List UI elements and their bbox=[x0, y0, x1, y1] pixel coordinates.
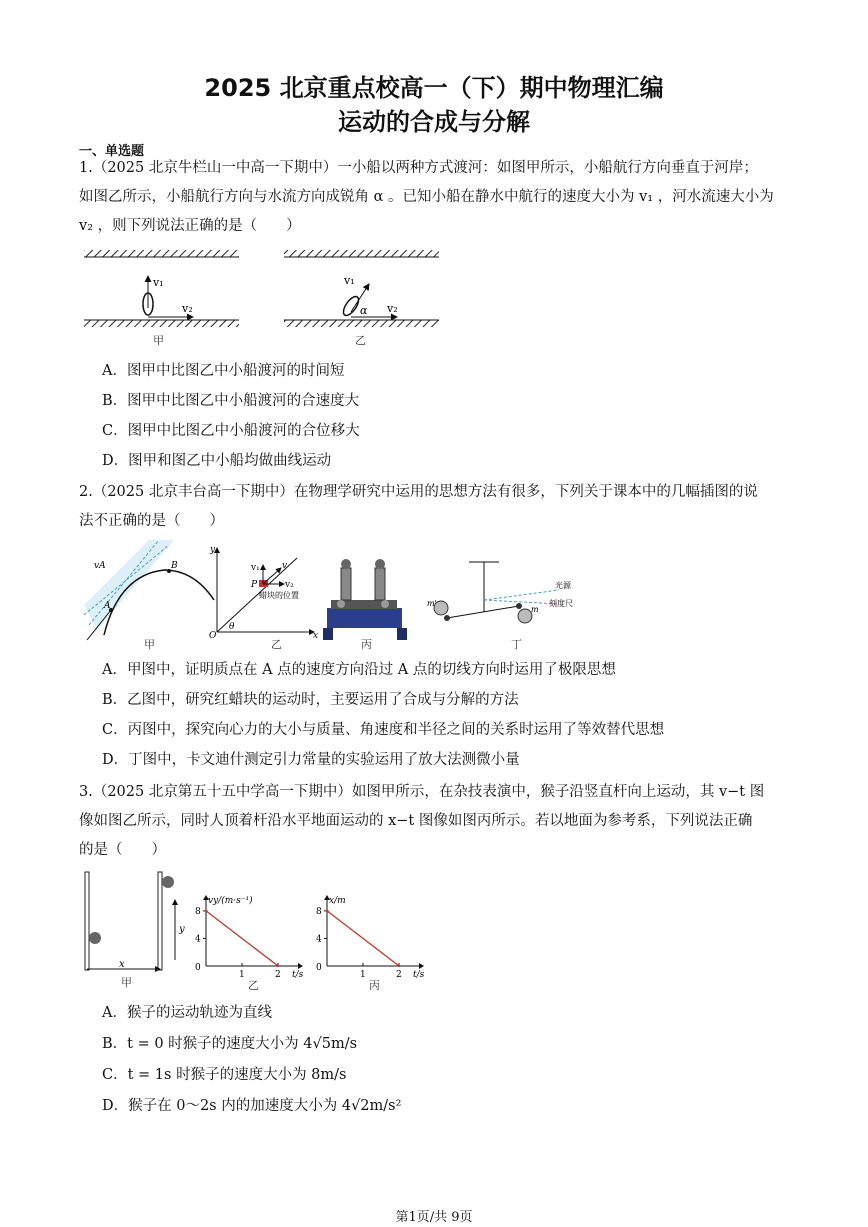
fig-yi-label-block: 蜡块的位置 bbox=[259, 591, 299, 600]
fig-yi-label-x: x bbox=[313, 631, 319, 641]
fig-yi-label-o: O bbox=[209, 631, 217, 641]
x-tick-label: 2 bbox=[396, 970, 402, 980]
label-alpha: α bbox=[360, 304, 368, 317]
x-axis-arrow bbox=[298, 963, 303, 969]
caption-b: 乙 bbox=[355, 334, 366, 347]
caption-jia: 甲 bbox=[144, 638, 155, 651]
q2-option-b[interactable]: B．乙图中，研究红蜡块的运动时，主要运用了合成与分解的方法 bbox=[102, 692, 519, 708]
q3-figure-jia bbox=[79, 868, 199, 990]
page-title: 2025 北京重点校高一（下）期中物理汇编 bbox=[204, 74, 664, 102]
data-point bbox=[398, 965, 400, 967]
x-axis-label: t/s bbox=[413, 970, 425, 980]
q1-stem bbox=[79, 154, 791, 241]
label-v2-a: v₂ bbox=[182, 302, 193, 315]
x-tick-label: 1 bbox=[239, 970, 245, 980]
page-subtitle: 运动的合成与分解 bbox=[338, 108, 530, 136]
xt-chart bbox=[309, 894, 429, 992]
q2-figure bbox=[79, 540, 619, 652]
data-point bbox=[205, 910, 207, 912]
fig-yi-label-v: v bbox=[282, 561, 288, 571]
riverbank-bottom-b bbox=[284, 320, 439, 327]
fig-ding-label-m-big: m' bbox=[427, 599, 437, 608]
caption-bing: 丙 bbox=[361, 638, 372, 651]
caption-a: 甲 bbox=[153, 334, 164, 347]
origin-label: 0 bbox=[195, 963, 201, 973]
data-point bbox=[277, 965, 279, 967]
fig-jia bbox=[84, 540, 214, 651]
y-tick-label: 8 bbox=[195, 906, 201, 917]
q2-line2: 法不正确的是（ ） bbox=[79, 513, 224, 529]
fig-ding-label-scale: 刻度尺 bbox=[549, 599, 573, 608]
q3-caption-jia: 甲 bbox=[121, 976, 132, 989]
fig-ding bbox=[427, 562, 573, 651]
q1-option-b[interactable]: B．图甲中比图乙中小船渡河的合速度大 bbox=[102, 393, 360, 409]
fig-yi-label-v2: v₂ bbox=[285, 580, 294, 590]
q3-option-b[interactable]: B．t = 0 时猴子的速度大小为 4√5m/s bbox=[102, 1036, 358, 1052]
q1-line3: v₂ ，则下列说法正确的是（ ） bbox=[79, 218, 301, 234]
riverbank-bottom-a bbox=[84, 320, 239, 327]
riverbank-top-a bbox=[84, 250, 239, 257]
x-tick-label: 1 bbox=[360, 970, 366, 980]
y-tick-label: 8 bbox=[316, 906, 322, 917]
q1-option-a[interactable]: A．图甲中比图乙中小船渡河的时间短 bbox=[102, 363, 345, 379]
page-footer: 第1页/共 9页 bbox=[395, 1210, 473, 1225]
fig-jia-label-b: B bbox=[171, 561, 178, 571]
q2-option-a[interactable]: A．甲图中，证明质点在 A 点的速度方向沿过 A 点的切线方向时运用了极限思想 bbox=[102, 662, 616, 678]
q3-option-a[interactable]: A．猴子的运动轨迹为直线 bbox=[102, 1005, 272, 1021]
caption-ding: 丁 bbox=[511, 638, 522, 651]
fig-ding-label-light: 光源 bbox=[555, 581, 571, 590]
q3-stem bbox=[79, 778, 791, 865]
x-axis-label: t/s bbox=[292, 970, 304, 980]
section-heading: 一、单选题 bbox=[79, 144, 145, 159]
fig-jia-label-a: A bbox=[104, 601, 111, 611]
q2-option-c[interactable]: C．丙图中，探究向心力的大小与质量、角速度和半径之间的关系时运用了等效替代思想 bbox=[102, 722, 665, 738]
q3-line3: 的是（ ） bbox=[79, 842, 166, 858]
y-axis-label: vy/(m·s⁻¹) bbox=[208, 896, 253, 906]
y-tick-label: 4 bbox=[195, 934, 201, 945]
x-tick-label: 2 bbox=[275, 970, 281, 980]
x-axis-arrow bbox=[419, 963, 424, 969]
q2-option-d[interactable]: D．丁图中，卡文迪什测定引力常量的实验运用了放大法测微小量 bbox=[102, 752, 520, 768]
label-v1-a: v₁ bbox=[153, 276, 164, 289]
series-line bbox=[206, 911, 278, 966]
q2-stem bbox=[79, 478, 791, 536]
label-v1-b: v₁ bbox=[344, 274, 355, 287]
q3-option-d[interactable]: D．猴子在 0～2s 内的加速度大小为 4√2m/s² bbox=[102, 1098, 402, 1114]
q1-line2: 如图乙所示，小船航行方向与水流方向成锐角 α 。已知小船在静水中航行的速度大小为 v₁ ，河水流速大小为 bbox=[79, 189, 774, 205]
y-axis-label: x/m bbox=[329, 896, 346, 906]
chart-caption: 丙 bbox=[369, 979, 380, 992]
q3-line1: 3.（2025 北京第五十五中学高一下期中）如图甲所示，在杂技表演中，猴子沿竖直杆向上运动，其 v−t 图 bbox=[79, 784, 765, 800]
fig-jia-label-va: vA bbox=[94, 561, 106, 571]
chart-caption: 乙 bbox=[248, 979, 259, 992]
riverbank-top-b bbox=[284, 250, 439, 257]
origin-label: 0 bbox=[316, 963, 322, 973]
data-point bbox=[326, 910, 328, 912]
q3-fig-label-x: x bbox=[119, 959, 125, 970]
q1-line1: 1.（2025 北京牛栏山一中高一下期中）一小船以两种方式渡河：如图甲所示，小船航行方向垂直于河岸； bbox=[79, 160, 758, 176]
q1-option-d[interactable]: D．图甲和图乙中小船均做曲线运动 bbox=[102, 453, 332, 469]
fig-yi-label-p: P bbox=[251, 580, 258, 590]
q3-option-c[interactable]: C．t = 1s 时猴子的速度大小为 8m/s bbox=[102, 1067, 347, 1083]
boat-b bbox=[341, 294, 362, 318]
q2-line1: 2.（2025 北京丰台高一下期中）在物理学研究中运用的思想方法有很多，下列关于课本中的几幅插图的说 bbox=[79, 484, 758, 500]
q1-figure bbox=[79, 246, 449, 350]
q3-line2: 像如图乙所示，同时人顶着杆沿水平地面运动的 x−t 图像如图丙所示。若以地面为参考系，下列说法正确 bbox=[79, 813, 753, 829]
fig-yi-label-v1: v₁ bbox=[251, 563, 260, 573]
q1-option-c[interactable]: C．图甲中比图乙中小船渡河的合位移大 bbox=[102, 423, 360, 439]
vt-chart bbox=[188, 894, 308, 992]
caption-yi: 乙 bbox=[271, 638, 282, 651]
fig-yi bbox=[209, 545, 318, 651]
fig-yi-label-y: y bbox=[210, 545, 216, 555]
q3-fig-label-y: y bbox=[179, 924, 185, 935]
series-line bbox=[327, 911, 399, 966]
fig-ding-label-m-small: m bbox=[531, 605, 539, 614]
fig-bing bbox=[323, 559, 407, 651]
label-v2-b: v₂ bbox=[387, 302, 398, 315]
y-tick-label: 4 bbox=[316, 934, 322, 945]
fig-yi-label-theta: θ bbox=[229, 622, 235, 632]
